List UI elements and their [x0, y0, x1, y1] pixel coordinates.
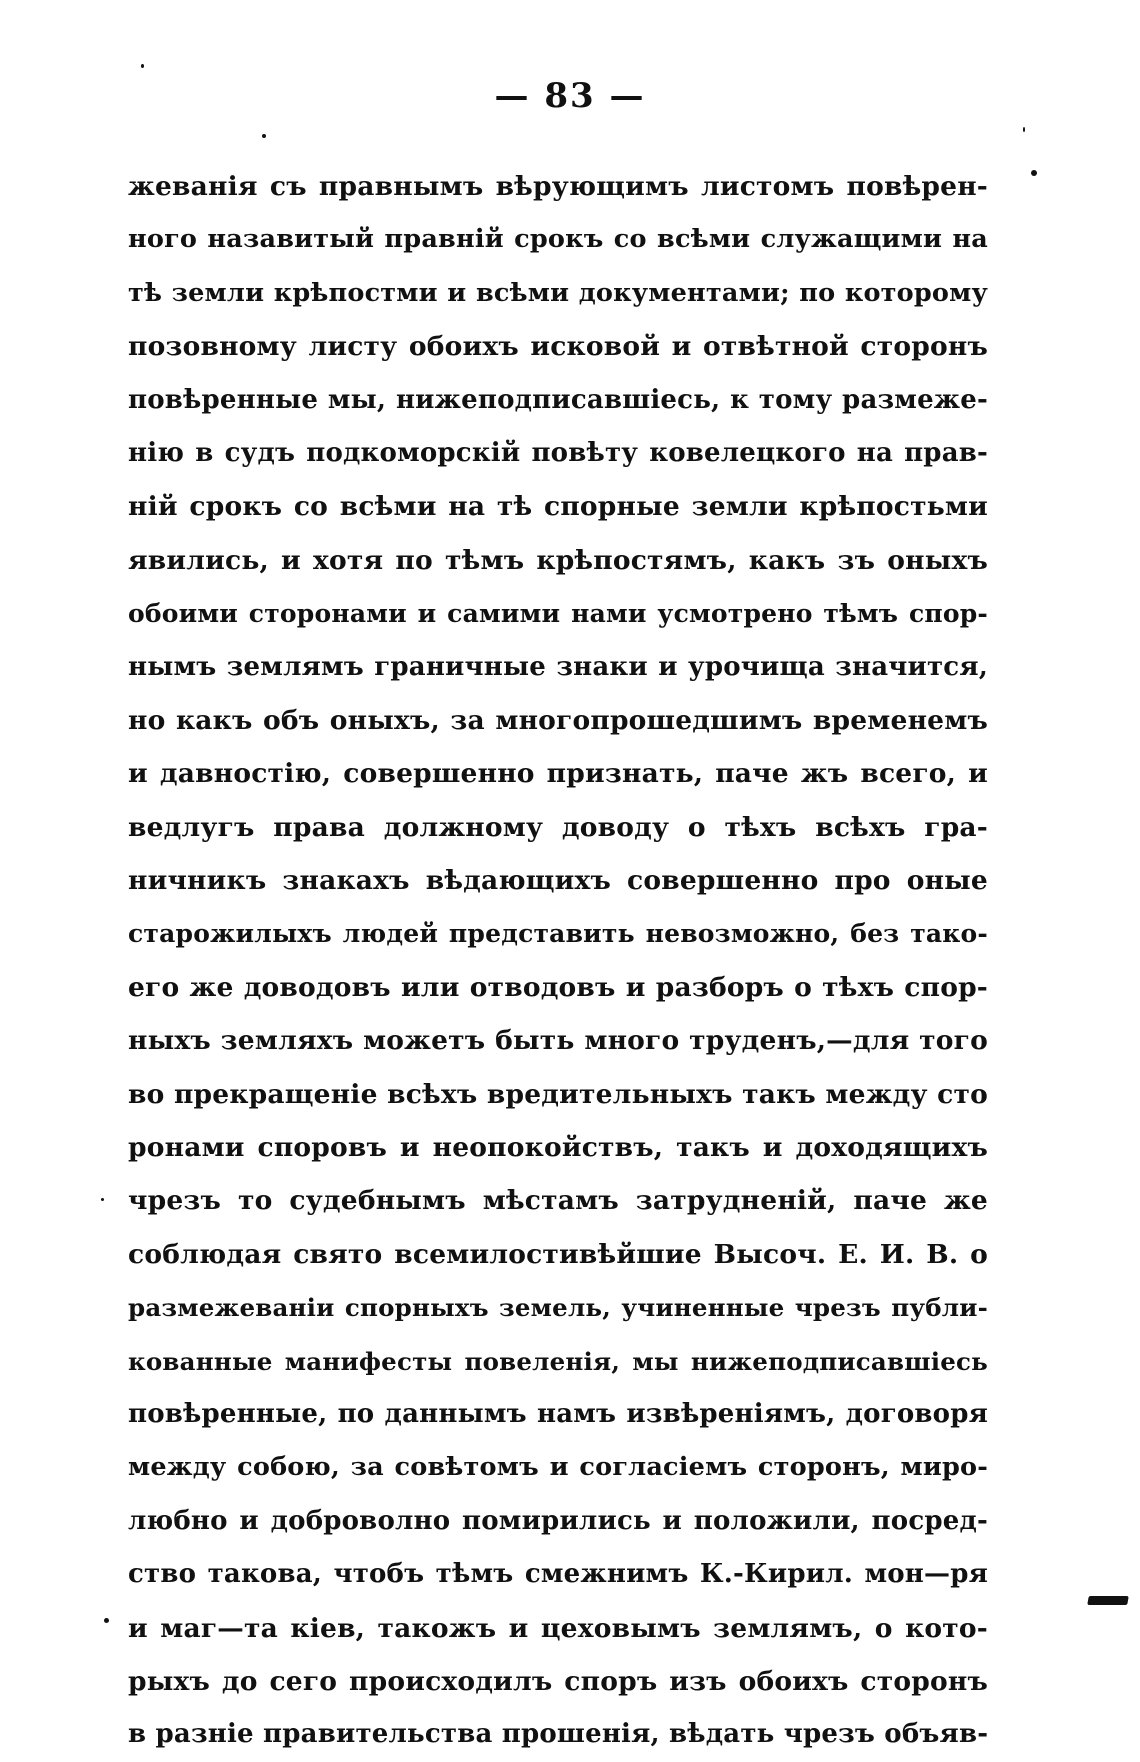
text-line: во прекращеніе всѣхъ вредительныхъ такъ между сто — [128, 1078, 988, 1110]
scan-speck — [262, 134, 266, 138]
text-line: и маг—та кіев, такожъ и цеховымъ землямъ, о кото- — [128, 1612, 988, 1644]
text-line: рыхъ до сего происходилъ споръ изъ обоихъ сторонъ — [128, 1665, 988, 1697]
text-line: ведлугъ права должному доводу о тѣхъ всѣхъ гра- — [128, 811, 988, 843]
scan-speck — [1023, 127, 1025, 132]
page-number: — 83 — — [494, 76, 646, 116]
text-line: в разніе правительства прошенія, вѣдать чрезъ объяв- — [128, 1719, 988, 1750]
text-line: чрезъ то судебнымъ мѣстамъ затрудненій, паче же — [128, 1185, 988, 1217]
text-line: позовному листу обоихъ исковой и отвѣтной сторонъ — [128, 331, 988, 363]
text-line: и давностію, совершенно признать, паче жъ всего, и — [128, 758, 988, 790]
text-line: обоими сторонами и самими нами усмотрено тѣмъ спор- — [128, 599, 988, 629]
text-line: его же доводовъ или отводовъ и разборъ о тѣхъ спор- — [128, 971, 988, 1003]
text-line: соблюдая свято всемилостивѣйшие Высоч. Е. И. В. о — [128, 1238, 988, 1270]
text-line: ного назавитый правній срокъ со всѣми служащими на — [128, 224, 988, 255]
text-line: повѣренные мы, нижеподписавшіесь, к тому размеже- — [128, 384, 988, 415]
text-line: любно и доброволно помирились и положили, посред- — [128, 1505, 988, 1536]
text-line: ничникъ знакахъ вѣдающихъ совершенно про оные — [128, 865, 988, 897]
text-line: жеванія съ правнымъ вѣрующимъ листомъ повѣрен- — [128, 171, 988, 202]
text-line: размежеваніи спорныхъ земель, учиненные чрезъ публи- — [128, 1293, 988, 1323]
scan-speck — [104, 1618, 109, 1623]
text-line: но какъ объ оныхъ, за многопрошедшимъ временемъ — [128, 704, 988, 736]
text-line: ній срокъ со всѣми на тѣ спорные земли крѣпостьми — [128, 491, 988, 523]
text-line: старожилыхъ людей представить невозможно, без тако- — [128, 919, 988, 949]
text-line: кованные манифесты повеленія, мы нижеподписавшіесь — [128, 1346, 988, 1376]
scan-mark — [1087, 1596, 1129, 1605]
scan-speck — [1031, 170, 1037, 176]
text-line: нію в судъ подкоморскій повѣту ковелецкого на прав- — [128, 437, 988, 468]
text-line: повѣренные, по даннымъ намъ извѣреніямъ, договоря — [128, 1398, 988, 1429]
text-line: ство такова, чтобъ тѣмъ смежнимъ К.-Кирил. мон—ря — [128, 1559, 988, 1590]
scan-speck — [141, 64, 144, 68]
text-line: нымъ землямъ граничные знаки и урочища значится, — [128, 651, 988, 682]
text-line: ронами споровъ и неопокойствъ, такъ и доходящихъ — [128, 1132, 988, 1164]
body-text — [128, 160, 988, 1762]
text-line: тѣ земли крѣпостми и всѣми документами; по которому — [128, 277, 988, 308]
scan-speck — [101, 1198, 104, 1201]
text-line: между собою, за совѣтомъ и согласіемъ сторонъ, миро- — [128, 1452, 988, 1483]
text-line: явились, и хотя по тѣмъ крѣпостямъ, какъ зъ оныхъ — [128, 544, 988, 576]
text-line: ныхъ земляхъ можетъ быть много труденъ,—для того — [128, 1025, 988, 1057]
